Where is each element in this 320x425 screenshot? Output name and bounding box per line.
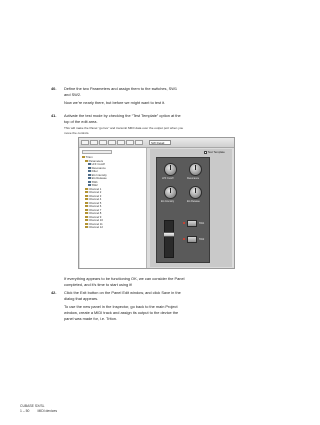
tree-item[interactable]: EG Intensity [88, 174, 107, 178]
step-41-note-line: move the controls. [64, 130, 90, 135]
toolbar-button[interactable] [117, 140, 125, 145]
toolbar-button[interactable] [81, 140, 89, 145]
tree-item[interactable]: Channel 4 [85, 198, 101, 202]
tree-item[interactable]: Channel 7 [85, 209, 101, 213]
step-42-follow-line: panel was made for, i.e. Triton. [64, 316, 117, 321]
footer-product: CUBASE SX/SL [20, 404, 45, 408]
footer-page [20, 409, 57, 413]
tree-item[interactable]: Channel 5 [85, 202, 101, 206]
knob-label: EG Release [187, 200, 200, 203]
sw1-led-icon [183, 222, 185, 224]
folder-icon [85, 212, 88, 214]
folder-icon [82, 156, 85, 158]
step-42-follow-line: To use the new panel in the Inspector, go back to the main Project [64, 304, 178, 309]
device-tree [80, 148, 147, 268]
tree-item[interactable]: Triton [82, 156, 93, 160]
step-41-note-line: This will make the Panel “go live” and transmit MIDI data over the output port when you [64, 126, 184, 130]
folder-icon [85, 216, 88, 218]
toolbar-button[interactable] [99, 140, 107, 145]
toolbar [79, 138, 234, 148]
filter-slider-track[interactable] [164, 220, 174, 258]
step-text-line: Click the Exit button on the Panel Edit window, and click Save in the [64, 290, 181, 295]
step-text-line: top of the edit area. [64, 119, 98, 124]
knob-lpf-cutoff[interactable] [164, 163, 177, 176]
parameter-icon [88, 177, 91, 179]
toolbar-button[interactable] [126, 140, 134, 145]
folder-icon [85, 202, 88, 204]
folder-icon [85, 219, 88, 221]
page-number: 1 – 50 [20, 409, 30, 413]
parameter-icon [88, 167, 91, 169]
knob-eg-intensity[interactable] [164, 186, 177, 199]
folder-icon [85, 160, 88, 162]
test-template-checkbox[interactable] [204, 151, 225, 154]
tree-item[interactable]: Filter [88, 170, 98, 174]
sw1-switch[interactable] [187, 220, 197, 227]
tree-item[interactable]: Channel 11 [85, 223, 103, 227]
tree-item[interactable]: LFF Cutoff [88, 163, 105, 167]
step-number: 42. [51, 290, 57, 295]
tree-item[interactable]: SW2 [88, 184, 98, 188]
tree-item[interactable]: Parameters [85, 160, 103, 164]
tree-item[interactable]: EG Release [88, 177, 107, 181]
sw2-switch[interactable] [187, 236, 197, 243]
folder-icon [85, 188, 88, 190]
parameter-icon [88, 170, 91, 172]
tree-item[interactable]: Channel 6 [85, 205, 101, 209]
tree-header [82, 150, 112, 154]
knob-label: LPF Cutoff [162, 177, 174, 180]
folder-icon [85, 205, 88, 207]
toolbar-button[interactable] [90, 140, 98, 145]
parameter-icon [88, 163, 91, 165]
folder-icon [85, 198, 88, 200]
toolbar-field[interactable]: SW Detail [149, 140, 171, 145]
knob-label: EG Intensity [161, 200, 175, 203]
step-number: 40. [51, 86, 57, 91]
knob-resonance[interactable] [189, 163, 202, 176]
checkbox-box[interactable] [204, 151, 207, 154]
panel-edit-area [150, 149, 232, 267]
step-text-line: Activate the test mode by checking the “Test Template” option at the [64, 113, 181, 118]
folder-icon [85, 209, 88, 211]
step-40-follow: Now we’re nearly there, but before we might want to test it. [64, 100, 166, 105]
filter-slider-handle[interactable] [163, 232, 175, 237]
switch-label: SW2 [199, 237, 205, 241]
parameter-icon [88, 174, 91, 176]
switch-label: SW1 [199, 221, 205, 225]
folder-icon [85, 195, 88, 197]
tree-item[interactable]: Channel 9 [85, 216, 101, 220]
knob-eg-release[interactable] [189, 186, 202, 199]
step-text-line: dialog that appears. [64, 296, 99, 301]
tree-item[interactable]: Channel 1 [85, 188, 101, 192]
step-number: 41. [51, 113, 57, 118]
tree-item[interactable]: Channel 10 [85, 219, 103, 223]
tree-item[interactable]: Channel 3 [85, 195, 101, 199]
conclusion-line: If everything appears to be functioning OK, we can consider the Panel [64, 276, 185, 281]
sw2-led-icon [183, 238, 185, 240]
toolbar-button[interactable] [108, 140, 116, 145]
folder-icon [85, 191, 88, 193]
folder-icon [85, 226, 88, 228]
conclusion-line: completed, and it’s time to start using it! [64, 282, 133, 287]
knob-label: Resonance [187, 177, 200, 180]
folder-icon [85, 223, 88, 225]
step-text-line: Define the two Parameters and assign them to the switches, SW1 [64, 86, 178, 91]
toolbar-button[interactable] [135, 140, 143, 145]
synth-panel [156, 157, 210, 263]
test-template-label: Test Template [207, 150, 225, 155]
parameter-icon [88, 181, 91, 183]
section-title: MIDI devices [37, 409, 58, 413]
tree-item[interactable]: Resonance [88, 167, 106, 171]
tree-item[interactable]: Channel 8 [85, 212, 101, 216]
step-text-line: and SW2. [64, 92, 82, 97]
tree-item[interactable]: SW1 [88, 181, 98, 185]
step-42-follow-line: window, create a MIDI track and assign its output to the device the [64, 310, 179, 315]
tree-item[interactable]: Channel 12 [85, 226, 103, 230]
panel-editor-screenshot [78, 137, 235, 269]
tree-item[interactable]: Channel 2 [85, 191, 101, 195]
